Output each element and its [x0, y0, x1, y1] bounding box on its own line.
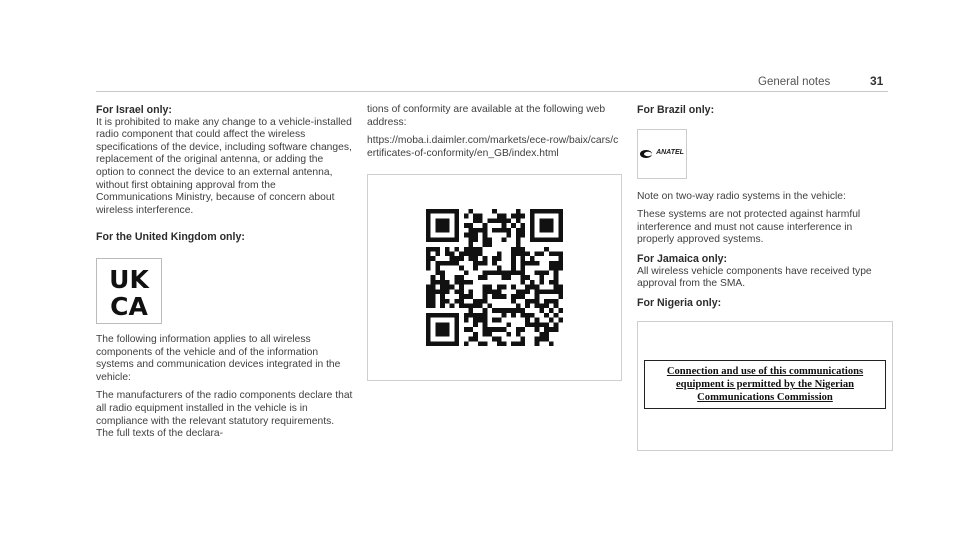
conformity-text: tions of conformity are available at the following web address: [367, 104, 606, 128]
nigeria-heading: For Nigeria only: [637, 296, 722, 309]
israel-heading: For Israel only: [96, 104, 172, 116]
qr-code-icon[interactable] [426, 209, 563, 346]
section-title: General notes [758, 76, 831, 88]
brazil-note: Note on two-way radio systems in the vehicle: [637, 190, 846, 202]
uk-para-1: The following information applies to all wireless components of the vehicle and of the information systems and communication devices integrated in the vehicle: [96, 333, 341, 383]
nigeria-line-3: Communications Commission [697, 392, 833, 404]
ukca-logo-top: UK [109, 264, 149, 294]
brazil-text: These systems are not protected against harmful interference and must not cause interference in properly approved systems. [637, 209, 861, 246]
ukca-mark-icon [99, 261, 159, 321]
nigeria-line-1: Connection and use of this communications [666, 366, 864, 378]
qr-code-frame [367, 174, 622, 381]
header-divider [96, 91, 888, 92]
anatel-logo [637, 129, 687, 179]
column-3 [637, 104, 892, 451]
column-1 [96, 104, 354, 447]
jamaica-text: All wireless vehicle components have received type approval from the SMA. [637, 265, 872, 290]
nigeria-notice [644, 360, 886, 409]
uk-heading: For the United Kingdom only: [96, 231, 245, 244]
anatel-logo-text: ANATEL [656, 149, 684, 157]
israel-text: It is prohibited to make any change to a vehicle-installed radio component that could affect the wireless specifications of the device, including software changes, replacement of the original antenna, or adding the option to connect the device to an external antenna, without first obtaining approval from the Communications Ministry, because of concern about wireless interference. [96, 116, 352, 216]
brazil-heading: For Brazil only: [637, 104, 715, 116]
page-number: 31 [870, 74, 884, 88]
nigeria-notice-frame [637, 321, 893, 451]
jamaica-heading: For Jamaica only: [637, 252, 728, 265]
ukca-logo [96, 258, 162, 324]
anatel-mark-icon [640, 149, 654, 159]
nigeria-line-2: equipment is permitted by the Nigerian [675, 379, 855, 391]
column-2 [367, 104, 622, 381]
conformity-url[interactable]: https://moba.i.daimler.com/markets/ece-row/baix/cars/certificates-of-conformity/en_GB/index.html [367, 135, 619, 159]
uk-para-2: The manufacturers of the radio components declare that all radio equipment installed in the vehicle is in compliance with the relevant statutory requirements. The full texts of the declara- [96, 390, 353, 440]
ukca-logo-bottom: CA [110, 291, 148, 321]
